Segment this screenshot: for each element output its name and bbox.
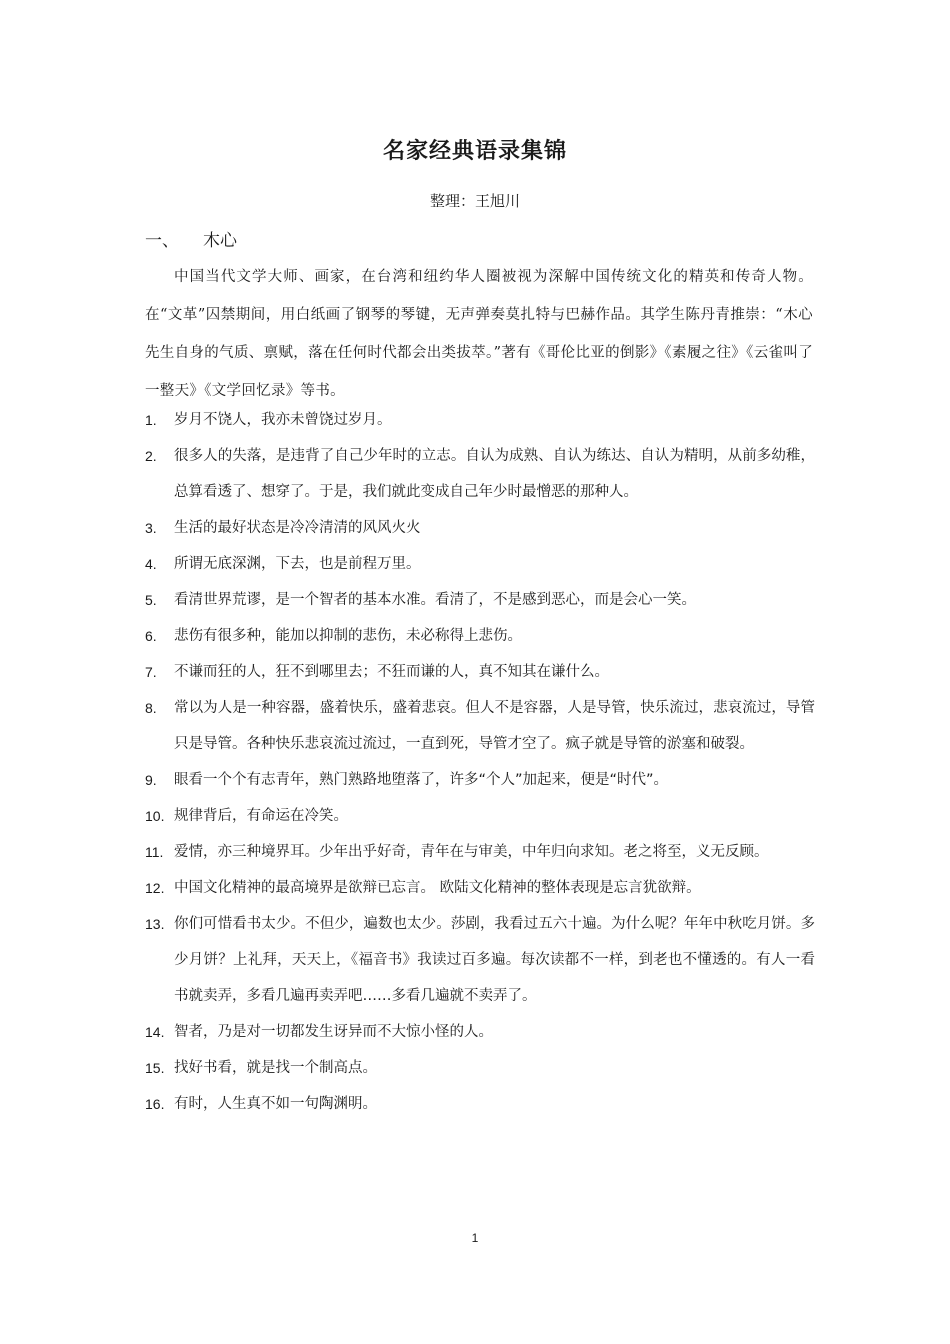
quote-text: 不谦而狂的人，狂不到哪里去；不狂而谦的人，真不知其在谦什么。 (174, 664, 609, 680)
quote-number: 15. (145, 1060, 165, 1076)
quote-number: 8. (145, 700, 157, 716)
quote-text: 爱情，亦三种境界耳。少年出乎好奇，青年在与审美，中年归向求知。老之将至，义无反顾。 (174, 844, 769, 860)
quote-number: 4. (145, 556, 157, 572)
quote-list (145, 402, 815, 1122)
author-intro-paragraph: 中国当代文学大师、画家，在台湾和纽约华人圈被视为深解中国传统文化的精英和传奇人物。在“文革”囚禁期间，用白纸画了钢琴的琴键，无声弹奏莫扎特与巴赫作品。其学生陈丹青推崇：“木心先生自身的气质、禀赋，落在任何时代都会出类拔萃。”著有《哥伦比亚的倒影》《素履之往》《云雀叫了一整天》《文学回忆录》等书。 (145, 269, 813, 399)
section-number: 一、 (145, 231, 179, 251)
list-item (145, 1014, 815, 1050)
list-item (145, 582, 815, 618)
quote-text: 岁月不饶人，我亦未曾饶过岁月。 (174, 412, 392, 428)
quote-text: 智者，乃是对一切都发生讶异而不大惊小怪的人。 (174, 1024, 493, 1040)
list-item (145, 690, 815, 762)
list-item (145, 870, 815, 906)
quote-number: 14. (145, 1024, 165, 1040)
list-item (145, 762, 815, 798)
list-item (145, 1050, 815, 1086)
quote-text: 找好书看，就是找一个制高点。 (174, 1060, 377, 1076)
page-title: 名家经典语录集锦 (382, 139, 567, 164)
list-item (145, 546, 815, 582)
quote-number: 3. (145, 520, 157, 536)
list-item (145, 618, 815, 654)
quote-number: 11. (145, 844, 164, 860)
quote-text: 所谓无底深渊，下去，也是前程万里。 (174, 556, 421, 572)
quote-number: 9. (145, 772, 157, 788)
quote-text: 悲伤有很多种，能加以抑制的悲伤，未必称得上悲伤。 (174, 628, 522, 644)
quote-number: 5. (145, 592, 157, 608)
list-item (145, 798, 815, 834)
quote-number: 13. (145, 916, 165, 932)
quote-number: 10. (145, 808, 165, 824)
list-item (145, 906, 815, 1014)
list-item (145, 834, 815, 870)
quote-number: 6. (145, 628, 157, 644)
quote-number: 12. (145, 880, 165, 896)
quote-text: 很多人的失落，是违背了自己少年时的立志。自认为成熟、自认为练达、自认为精明，从前多幼稚，总算看透了、想穿了。于是，我们就此变成自己年少时最憎恶的那种人。 (174, 448, 815, 500)
quote-text: 常以为人是一种容器，盛着快乐，盛着悲哀。但人不是容器，人是导管，快乐流过，悲哀流过，导管只是导管。各种快乐悲哀流过流过，一直到死，导管才空了。疯子就是导管的淤塞和破裂。 (174, 700, 815, 752)
list-item (145, 510, 815, 546)
quote-text: 你们可惜看书太少。不但少，遍数也太少。莎剧，我看过五六十遍。为什么呢？年年中秋吃月饼。多少月饼？上礼拜，天天上，《福音书》我读过百多遍。每次读都不一样，到老也不懂透的。有人一看书就卖弄，多看几遍再卖弄吧……多看几遍就不卖弄了。 (174, 916, 815, 1004)
quote-text: 生活的最好状态是冷冷清清的风风火火 (174, 520, 421, 536)
quote-number: 1. (145, 412, 157, 428)
quote-text: 中国文化精神的最高境界是欲辩已忘言。 欧陆文化精神的整体表现是忘言犹欲辩。 (174, 880, 701, 896)
list-item (145, 402, 815, 438)
compiler-byline: 整理：王旭川 (429, 192, 520, 210)
list-item (145, 438, 815, 510)
quote-text: 眼看一个个有志青年，熟门熟路地堕落了，许多“个人”加起来，便是“时代”。 (174, 772, 669, 788)
section-name: 木心 (203, 231, 237, 251)
quote-number: 16. (145, 1096, 165, 1112)
quote-text: 规律背后，有命运在冷笑。 (174, 808, 348, 824)
quote-number: 7. (145, 664, 157, 680)
list-item (145, 654, 815, 690)
quote-text: 看清世界荒谬，是一个智者的基本水准。看清了，不是感到恶心，而是会心一笑。 (174, 592, 696, 608)
section-heading (145, 226, 237, 251)
page-number: 1 (471, 1231, 479, 1245)
quote-text: 有时，人生真不如一句陶渊明。 (174, 1096, 377, 1112)
list-item (145, 1086, 815, 1122)
quote-number: 2. (145, 448, 157, 464)
